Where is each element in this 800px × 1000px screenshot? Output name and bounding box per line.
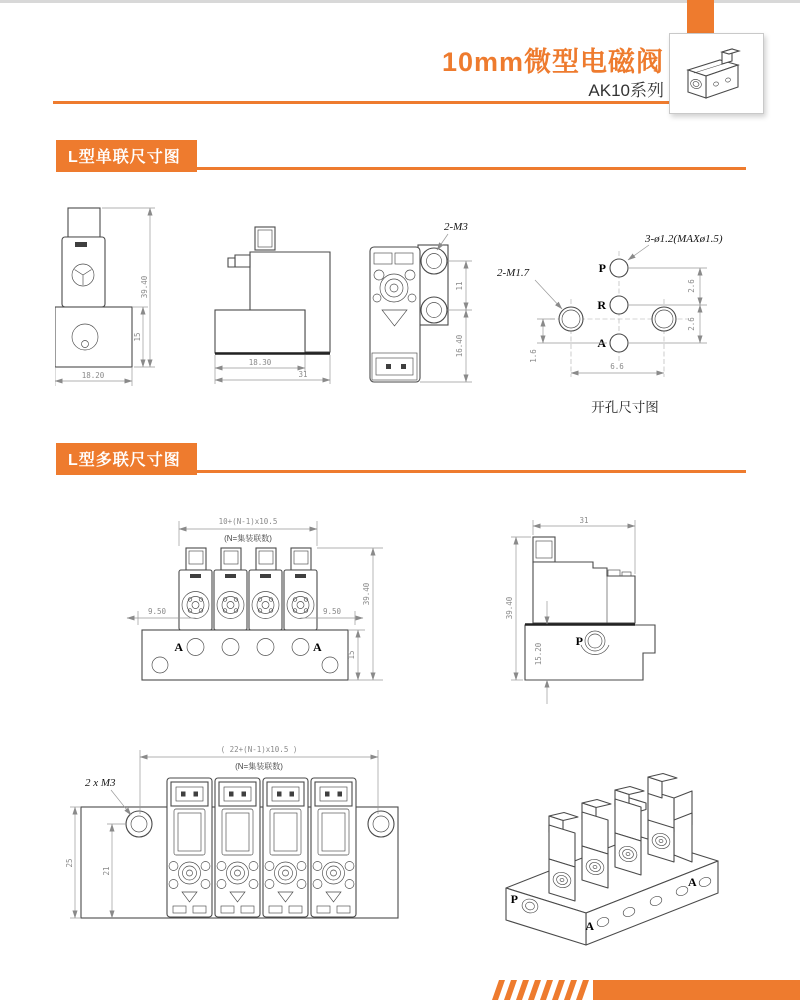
valve-outline	[525, 537, 655, 680]
pitch-note: (N=集装联数)	[224, 534, 272, 543]
footer-stripes	[492, 980, 800, 1000]
dim-width: 16.40	[455, 334, 464, 358]
port-label-a-right: A	[313, 640, 322, 654]
valve-outline	[370, 245, 448, 382]
manifold-isometric-view	[478, 740, 733, 965]
corner-tab	[687, 0, 714, 33]
page-title: 10mm微型电磁阀	[441, 47, 664, 77]
section-rule-single	[56, 167, 746, 170]
dim-depth: 31	[579, 516, 589, 525]
dim-length-formula: ( 22+(N-1)x10.5 )	[220, 745, 298, 754]
dim-total-height: 39.40	[140, 275, 149, 299]
dim-screw-pitch: 6.6	[610, 362, 624, 371]
dim-width-hole: 21	[102, 866, 111, 876]
dim-total-height: 39.40	[505, 596, 514, 620]
port-label-r: R	[597, 298, 606, 312]
dim-end-left: 9.50	[147, 607, 167, 616]
hole-pattern-drawing	[495, 225, 780, 420]
single-side-view	[213, 222, 348, 390]
port-label-a: A	[597, 336, 606, 350]
length-note: (N=集装联数)	[235, 762, 283, 771]
manifold-front-view	[125, 508, 390, 706]
iso-port-label-a-rear: A	[688, 875, 697, 889]
port-label-p: P	[575, 634, 583, 648]
valve-units	[179, 548, 317, 630]
dim-base-depth: 18.30	[248, 358, 272, 367]
dim-r-a: 2.6	[687, 317, 696, 331]
dim-pitch-formula: 10+(N-1)x10.5	[218, 517, 278, 526]
dim-screw-offset: 1.6	[529, 349, 538, 363]
callout-mount-holes: 2 x M3	[85, 777, 116, 789]
series-subtitle: AK10系列	[588, 81, 664, 100]
dimension-lines	[215, 355, 330, 384]
dim-total-depth: 31	[298, 370, 308, 379]
manifold-side-view	[495, 508, 675, 710]
callout-screw-holes: 2-M1.7	[497, 267, 530, 279]
dim-width: 18.20	[81, 371, 105, 380]
port-label-a-left: A	[174, 640, 183, 654]
dim-base-height: 15	[133, 332, 142, 342]
valve-outline	[55, 208, 132, 367]
manifold-base	[142, 630, 348, 680]
iso-port-label-p: P	[510, 892, 518, 906]
holes	[559, 259, 676, 352]
footer-stripe-bar	[492, 980, 800, 1000]
callout-port-holes: 3-ø1.2(MAXø1.5)	[645, 233, 723, 245]
dim-hole-pitch: 11	[455, 281, 464, 291]
section-title-multi: L型多联尺寸图	[56, 443, 197, 475]
section-rule-multi	[56, 470, 746, 473]
dim-width-total: 25	[65, 858, 74, 868]
dim-p-r: 2.6	[687, 279, 696, 293]
top-strip	[0, 0, 800, 3]
single-top-view	[358, 198, 480, 398]
port-label-p: P	[598, 261, 606, 275]
single-front-view	[55, 205, 160, 390]
hole-pattern-caption: 开孔尺寸图	[591, 400, 659, 415]
product-thumbnail	[669, 33, 764, 114]
dim-end-right: 9.50	[322, 607, 342, 616]
dim-total-height: 39.40	[362, 582, 371, 606]
callout-mount-holes: 2-M3	[444, 221, 468, 233]
manifold-top-view	[65, 735, 400, 927]
valve-outline	[215, 227, 330, 354]
section-title-single: L型单联尺寸图	[56, 140, 197, 172]
header-rule	[53, 101, 691, 104]
dim-base-height: 15	[347, 650, 356, 660]
product-thumbnail-drawing	[670, 34, 761, 111]
iso-port-label-a-front: A	[585, 919, 594, 933]
dim-base-height: 15.20	[534, 642, 543, 666]
